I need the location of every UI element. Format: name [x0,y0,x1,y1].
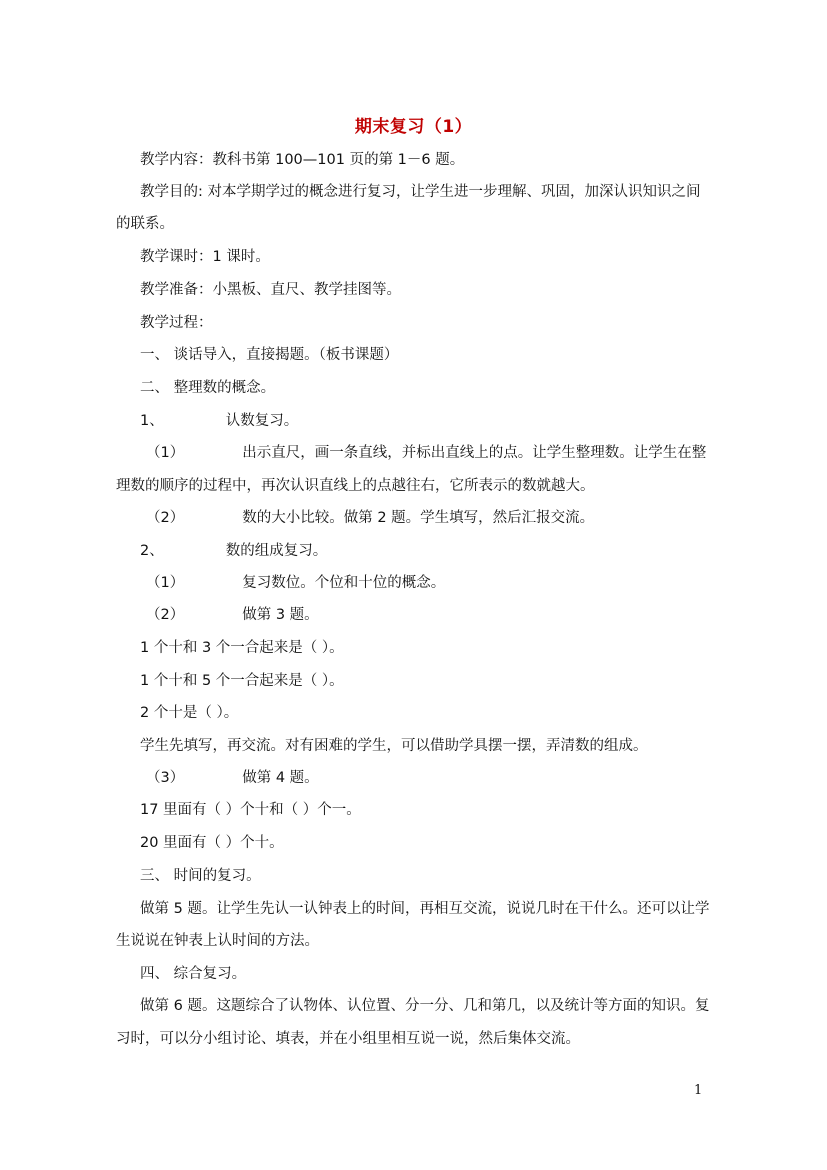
subitem-2-1-number: （1） [146,575,185,591]
paragraph-periods: 教学课时：1 课时。 [140,249,270,265]
exercise-line: 2 个十是（ ）。 [140,705,239,721]
subitem-1-1-cont: 理数的顺序的过程中，再次认识直线上的点越往右，它所表示的数就越大。 [116,478,595,494]
exercise-line: 20 里面有（ ）个十。 [140,835,284,851]
subitem-1-2-text: 数的大小比较。做第 2 题。学生填写，然后汇报交流。 [242,510,595,526]
item-2 [140,541,327,561]
paragraph-content: 教学内容：教科书第 100—101 页的第 1－6 题。 [140,152,465,168]
subitem-1-2-number: （2） [146,510,185,526]
paragraph-time: 做第 5 题。让学生先认一认钟表上的时间，再相互交流，说说几时在干什么。还可以让学 [140,901,710,917]
subitem-1-1-number: （1） [146,445,185,461]
subitem-2-1 [146,573,445,593]
item-1-number: 1、 [140,413,164,429]
item-1 [140,411,298,431]
item-2-text: 数的组成复习。 [225,543,328,559]
subitem-2-3-text: 做第 4 题。 [242,770,319,786]
subitem-2-2-text: 做第 3 题。 [242,607,319,623]
paragraph-review-cont: 习时，可以分小组讨论、填表，并在小组里相互说一说，然后集体交流。 [116,1031,580,1047]
section-four-heading: 四、 综合复习。 [140,966,247,982]
subitem-2-2-number: （2） [146,607,185,623]
section-one-heading: 一、 谈话导入，直接揭题。（板书课题） [140,347,399,363]
section-two-heading: 二、 整理数的概念。 [140,380,276,396]
paragraph-review: 做第 6 题。这题综合了认物体、认位置、分一分、几和第几，以及统计等方面的知识。复 [140,998,710,1014]
section-three-heading: 三、 时间的复习。 [140,868,261,884]
exercise-line: 17 里面有（ ）个十和（ ）个一。 [140,802,361,818]
paragraph-purpose-cont: 的联系。 [116,216,174,232]
paragraph-process: 教学过程： [140,315,213,331]
document-title: 期末复习（1） [354,117,473,137]
paragraph-students-fill: 学生先填写，再交流。对有困难的学生，可以借助学具摆一摆，弄清数的组成。 [140,738,648,754]
page-number: 1 [694,1083,703,1098]
subitem-2-3 [146,768,319,788]
item-2-number: 2、 [140,543,164,559]
exercise-line: 1 个十和 3 个一合起来是（ ）。 [140,640,344,656]
subitem-1-1-text: 出示直尺，画一条直线，并标出直线上的点。让学生整理数。让学生在整 [242,445,707,461]
paragraph-time-cont: 生说说在钟表上认时间的方法。 [116,933,319,949]
subitem-2-2 [146,605,319,625]
subitem-2-1-text: 复习数位。个位和十位的概念。 [242,575,446,591]
paragraph-preparation: 教学准备：小黑板、直尺、教学挂图等。 [140,282,401,298]
subitem-1-1 [146,443,706,463]
exercise-line: 1 个十和 5 个一合起来是（ ）。 [140,673,344,689]
item-1-text: 认数复习。 [225,413,299,429]
paragraph-purpose: 教学目的: 对本学期学过的概念进行复习，让学生进一步理解、巩固，加深认识知识之间 [140,184,701,200]
subitem-2-3-number: （3） [146,770,185,786]
subitem-1-2 [146,508,594,528]
